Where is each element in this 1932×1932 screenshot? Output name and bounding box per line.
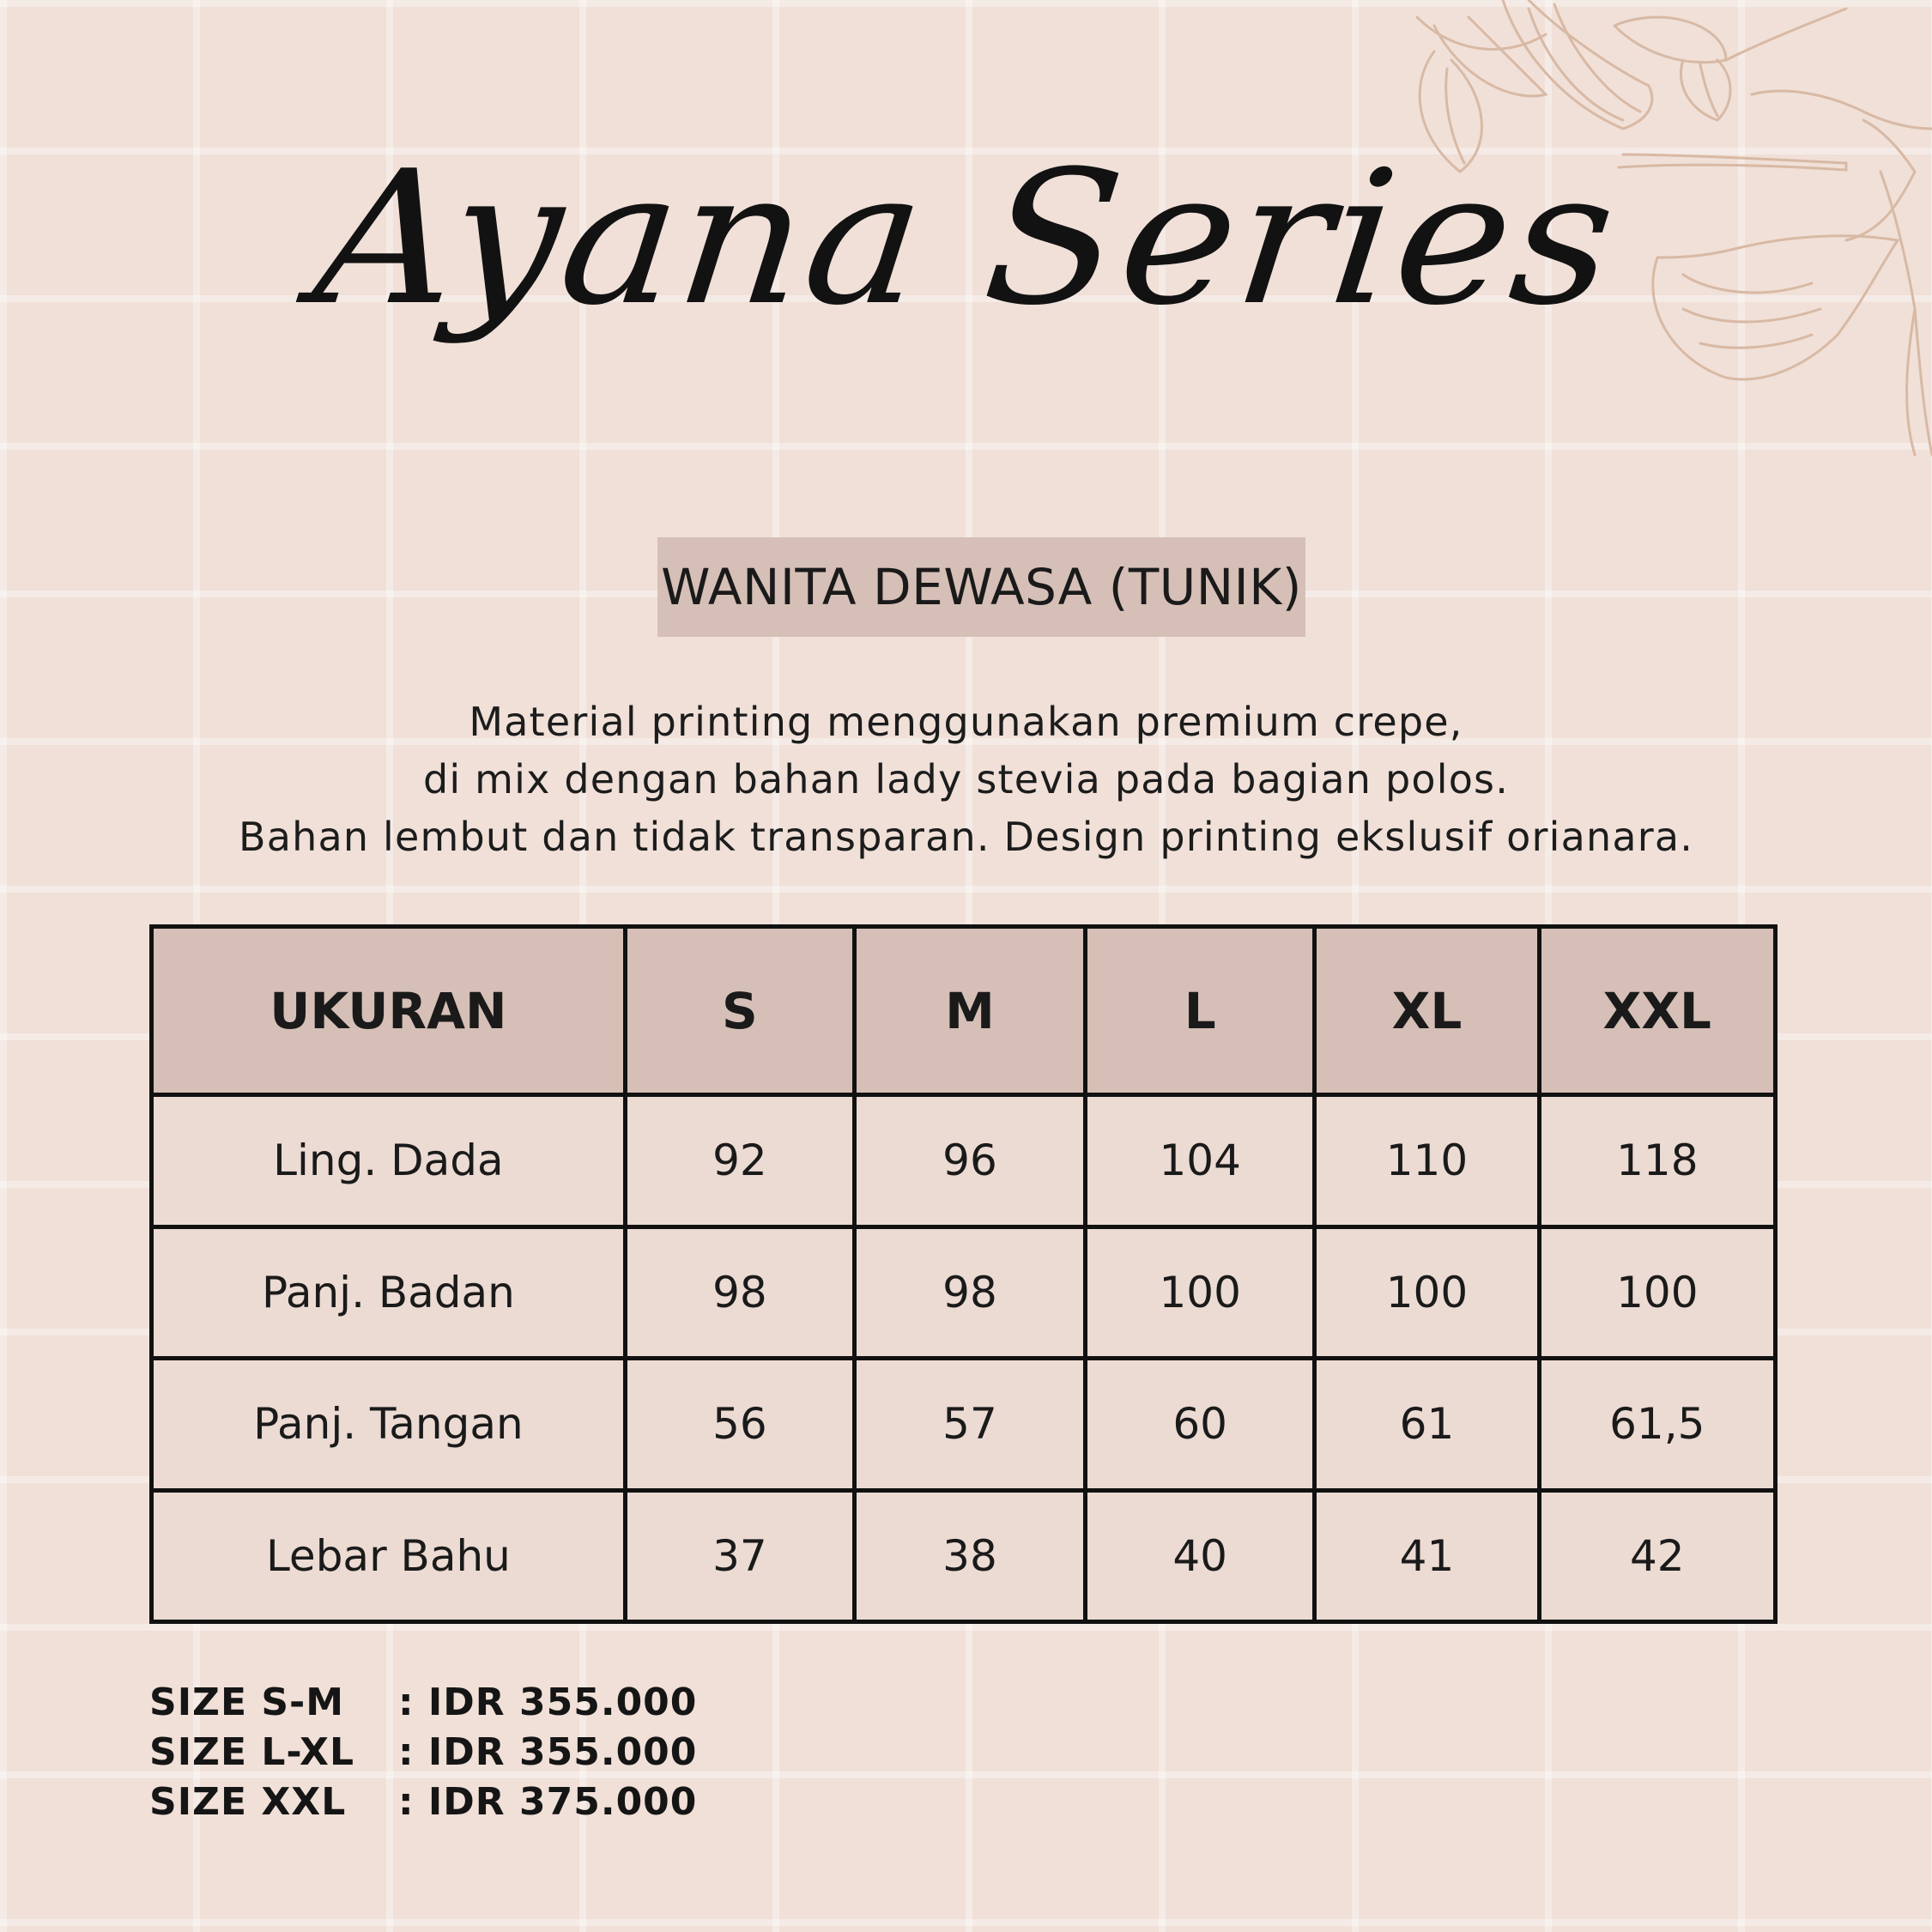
price-label: SIZE XXL (149, 1780, 347, 1824)
table-row (152, 1490, 1776, 1622)
row-label: Lebar Bahu (152, 1490, 626, 1622)
table-cell: 100 (1315, 1226, 1539, 1359)
price-value: : IDR 355.000 (398, 1730, 698, 1774)
table-cell: 38 (854, 1490, 1085, 1622)
description-line: Material printing menggunakan premium crepe, (469, 699, 1463, 745)
table-cell: 42 (1539, 1490, 1775, 1622)
price-row (149, 1778, 697, 1827)
table-cell: 37 (625, 1490, 854, 1622)
table-header-row (152, 927, 1776, 1095)
row-label: Ling. Dada (152, 1095, 626, 1227)
table-cell: 92 (625, 1095, 854, 1227)
price-row (149, 1678, 697, 1728)
table-row (152, 1095, 1776, 1227)
price-label: SIZE S-M (149, 1681, 345, 1724)
page-title: Ayana Series (306, 130, 1626, 346)
table-cell: 96 (854, 1095, 1085, 1227)
table-cell: 118 (1539, 1095, 1775, 1227)
table-cell: 98 (854, 1226, 1085, 1359)
table-cell: 100 (1086, 1226, 1315, 1359)
column-header-xl: XL (1315, 927, 1539, 1095)
size-chart-table (149, 924, 1778, 1624)
subtitle: WANITA DEWASA (TUNIK) (661, 558, 1302, 616)
price-row (149, 1728, 697, 1778)
table-cell: 98 (625, 1226, 854, 1359)
column-header-ukuran: UKURAN (152, 927, 626, 1095)
column-header-xxl: XXL (1539, 927, 1775, 1095)
description-line: Bahan lembut dan tidak transparan. Design printing ekslusif orianara. (238, 814, 1694, 860)
row-label: Panj. Tangan (152, 1359, 626, 1491)
price-value: : IDR 355.000 (398, 1681, 698, 1724)
table-cell: 61,5 (1539, 1359, 1775, 1491)
price-value: : IDR 375.000 (398, 1780, 698, 1824)
table-cell: 57 (854, 1359, 1085, 1491)
table-cell: 41 (1315, 1490, 1539, 1622)
table-cell: 104 (1086, 1095, 1315, 1227)
table-row (152, 1226, 1776, 1359)
price-label: SIZE L-XL (149, 1730, 355, 1774)
table-cell: 56 (625, 1359, 854, 1491)
column-header-m: M (854, 927, 1085, 1095)
column-header-s: S (625, 927, 854, 1095)
description-line: di mix dengan bahan lady stevia pada bagian polos. (422, 756, 1510, 802)
table-cell: 61 (1315, 1359, 1539, 1491)
table-row (152, 1359, 1776, 1491)
column-header-l: L (1086, 927, 1315, 1095)
table-cell: 110 (1315, 1095, 1539, 1227)
description (0, 693, 1932, 866)
row-label: Panj. Badan (152, 1226, 626, 1359)
table-cell: 40 (1086, 1490, 1315, 1622)
table-cell: 60 (1086, 1359, 1315, 1491)
table-cell: 100 (1539, 1226, 1775, 1359)
subtitle-banner (657, 537, 1305, 637)
price-list (149, 1678, 697, 1827)
